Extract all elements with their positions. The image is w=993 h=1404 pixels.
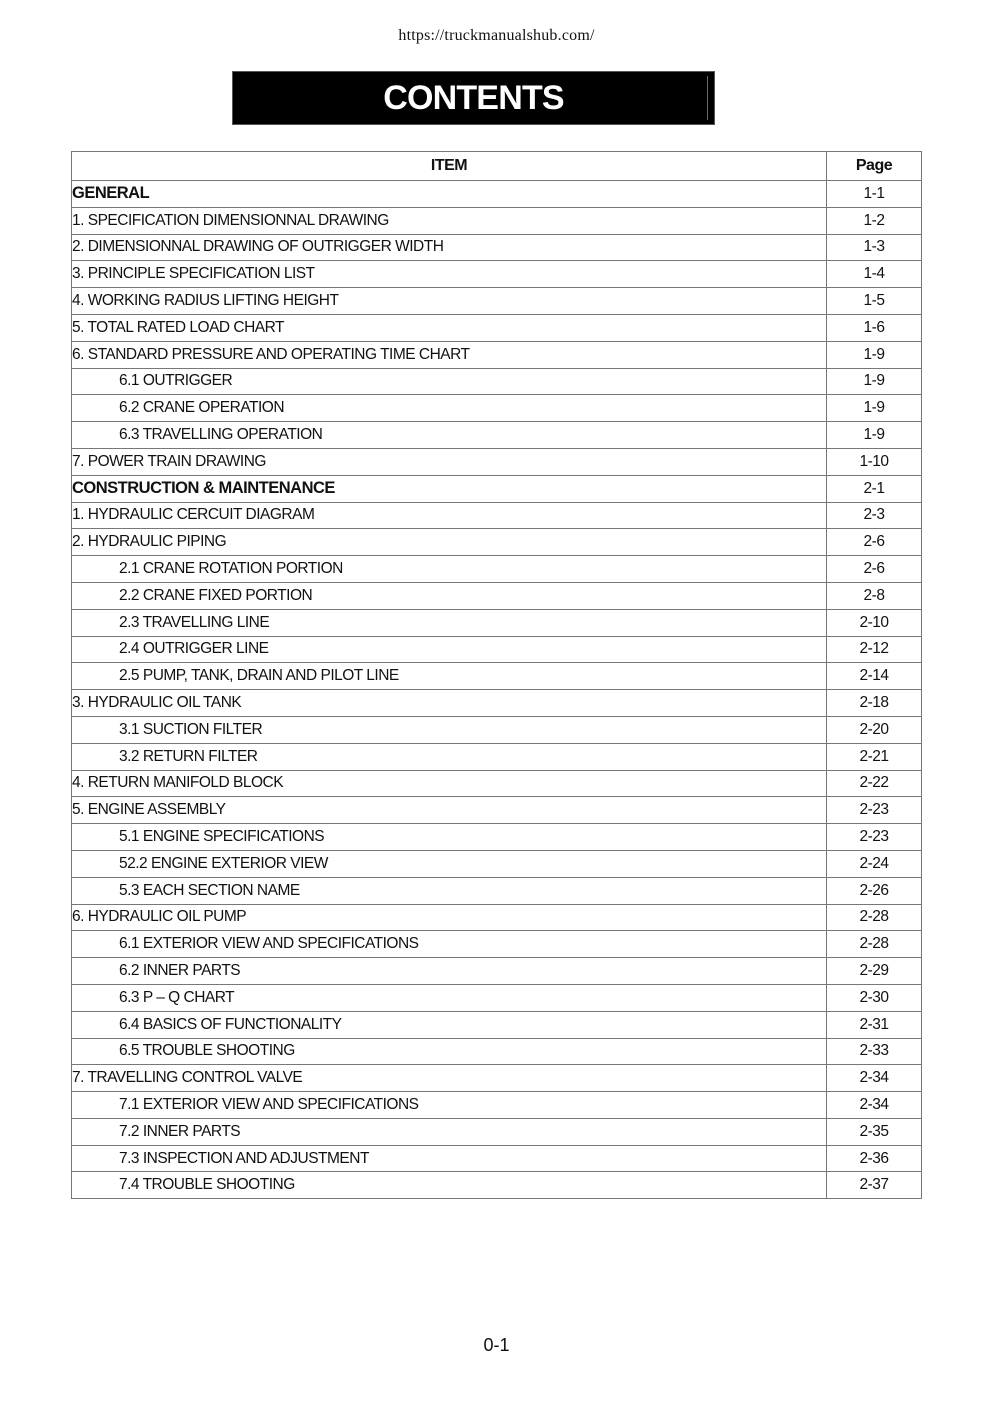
contents-entry-label: 2.3 TRAVELLING LINE	[72, 609, 827, 636]
table-row[interactable]	[72, 475, 922, 502]
contents-entry-label: 1. SPECIFICATION DIMENSIONNAL DRAWING	[72, 207, 827, 234]
contents-entry-page: 1-9	[827, 422, 922, 449]
table-row[interactable]	[72, 181, 922, 208]
contents-entry-label: 3.2 RETURN FILTER	[72, 743, 827, 770]
table-row[interactable]	[72, 770, 922, 797]
contents-entry-page: 1-9	[827, 395, 922, 422]
contents-entry-label: 2.2 CRANE FIXED PORTION	[72, 582, 827, 609]
table-row[interactable]	[72, 931, 922, 958]
table-row[interactable]	[72, 234, 922, 261]
contents-entry-label: 7.4 TROUBLE SHOOTING	[72, 1172, 827, 1199]
table-row[interactable]	[72, 368, 922, 395]
contents-entry-label: 3. PRINCIPLE SPECIFICATION LIST	[72, 261, 827, 288]
contents-entry-page: 2-18	[827, 690, 922, 717]
source-url[interactable]: https://truckmanualshub.com/	[398, 27, 595, 44]
table-row[interactable]	[72, 288, 922, 315]
table-row[interactable]	[72, 502, 922, 529]
contents-entry-label: 2.1 CRANE ROTATION PORTION	[72, 556, 827, 583]
contents-table-body	[72, 181, 922, 1199]
table-row[interactable]	[72, 529, 922, 556]
contents-entry-page: 2-34	[827, 1092, 922, 1119]
contents-entry-label: 6.5 TROUBLE SHOOTING	[72, 1038, 827, 1065]
contents-entry-page: 2-24	[827, 850, 922, 877]
table-row[interactable]	[72, 850, 922, 877]
contents-entry-page: 2-26	[827, 877, 922, 904]
contents-entry-label: 6.1 EXTERIOR VIEW AND SPECIFICATIONS	[72, 931, 827, 958]
contents-entry-page: 2-1	[827, 475, 922, 502]
contents-entry-page: 2-10	[827, 609, 922, 636]
table-row[interactable]	[72, 636, 922, 663]
contents-entry-page: 2-6	[827, 556, 922, 583]
table-row[interactable]	[72, 690, 922, 717]
table-row[interactable]	[72, 1145, 922, 1172]
contents-entry-label: 4. WORKING RADIUS LIFTING HEIGHT	[72, 288, 827, 315]
contents-entry-label: 7.3 INSPECTION AND ADJUSTMENT	[72, 1145, 827, 1172]
contents-entry-page: 2-12	[827, 636, 922, 663]
contents-table	[71, 151, 922, 1199]
page-title: CONTENTS	[383, 78, 564, 117]
table-row[interactable]	[72, 422, 922, 449]
table-row[interactable]	[72, 1172, 922, 1199]
table-row[interactable]	[72, 663, 922, 690]
contents-entry-label: 6.3 TRAVELLING OPERATION	[72, 422, 827, 449]
contents-entry-page: 2-33	[827, 1038, 922, 1065]
section-heading: CONSTRUCTION & MAINTENANCE	[72, 475, 827, 502]
contents-entry-page: 2-23	[827, 824, 922, 851]
contents-entry-label: 6. HYDRAULIC OIL PUMP	[72, 904, 827, 931]
contents-entry-label: 6.2 CRANE OPERATION	[72, 395, 827, 422]
contents-entry-page: 1-4	[827, 261, 922, 288]
contents-entry-label: 2. HYDRAULIC PIPING	[72, 529, 827, 556]
contents-entry-page: 2-23	[827, 797, 922, 824]
contents-entry-page: 1-9	[827, 341, 922, 368]
table-row[interactable]	[72, 1038, 922, 1065]
table-row[interactable]	[72, 716, 922, 743]
contents-entry-page: 1-9	[827, 368, 922, 395]
table-row[interactable]	[72, 904, 922, 931]
table-row[interactable]	[72, 877, 922, 904]
table-row[interactable]	[72, 743, 922, 770]
contents-entry-page: 2-35	[827, 1118, 922, 1145]
contents-entry-page: 2-37	[827, 1172, 922, 1199]
item-column-header: ITEM	[72, 152, 827, 181]
contents-entry-page: 1-3	[827, 234, 922, 261]
contents-entry-label: 52.2 ENGINE EXTERIOR VIEW	[72, 850, 827, 877]
contents-entry-page: 1-5	[827, 288, 922, 315]
table-row[interactable]	[72, 958, 922, 985]
contents-entry-page: 1-2	[827, 207, 922, 234]
table-row[interactable]	[72, 609, 922, 636]
table-row[interactable]	[72, 797, 922, 824]
contents-entry-page: 2-34	[827, 1065, 922, 1092]
contents-entry-page: 2-36	[827, 1145, 922, 1172]
table-row[interactable]	[72, 556, 922, 583]
table-row[interactable]	[72, 1118, 922, 1145]
contents-entry-page: 2-8	[827, 582, 922, 609]
contents-entry-page: 2-28	[827, 904, 922, 931]
contents-entry-page: 2-20	[827, 716, 922, 743]
table-row[interactable]	[72, 395, 922, 422]
contents-entry-page: 2-30	[827, 984, 922, 1011]
contents-entry-label: 7. POWER TRAIN DRAWING	[72, 448, 827, 475]
contents-entry-label: 1. HYDRAULIC CERCUIT DIAGRAM	[72, 502, 827, 529]
contents-entry-label: 2. DIMENSIONNAL DRAWING OF OUTRIGGER WIDTH	[72, 234, 827, 261]
contents-entry-label: 5.3 EACH SECTION NAME	[72, 877, 827, 904]
contents-entry-label: 5. TOTAL RATED LOAD CHART	[72, 314, 827, 341]
contents-entry-page: 1-6	[827, 314, 922, 341]
section-heading: GENERAL	[72, 181, 827, 208]
page-column-header: Page	[827, 152, 922, 181]
contents-entry-page: 2-28	[827, 931, 922, 958]
table-row[interactable]	[72, 824, 922, 851]
contents-entry-label: 3. HYDRAULIC OIL TANK	[72, 690, 827, 717]
contents-entry-label: 6. STANDARD PRESSURE AND OPERATING TIME CHART	[72, 341, 827, 368]
contents-entry-page: 2-6	[827, 529, 922, 556]
table-row[interactable]	[72, 448, 922, 475]
contents-entry-page: 2-3	[827, 502, 922, 529]
table-row[interactable]	[72, 207, 922, 234]
contents-title-banner	[232, 71, 715, 125]
contents-entry-label: 7.2 INNER PARTS	[72, 1118, 827, 1145]
contents-entry-label: 4. RETURN MANIFOLD BLOCK	[72, 770, 827, 797]
contents-entry-label: 6.4 BASICS OF FUNCTIONALITY	[72, 1011, 827, 1038]
contents-entry-page: 2-22	[827, 770, 922, 797]
contents-entry-label: 5.1 ENGINE SPECIFICATIONS	[72, 824, 827, 851]
page-number: 0-1	[483, 1335, 510, 1355]
contents-entry-label: 5. ENGINE ASSEMBLY	[72, 797, 827, 824]
contents-entry-label: 6.2 INNER PARTS	[72, 958, 827, 985]
contents-entry-label: 2.5 PUMP, TANK, DRAIN AND PILOT LINE	[72, 663, 827, 690]
table-row[interactable]	[72, 261, 922, 288]
contents-entry-label: 2.4 OUTRIGGER LINE	[72, 636, 827, 663]
table-row[interactable]	[72, 1092, 922, 1119]
table-row[interactable]	[72, 314, 922, 341]
table-row[interactable]	[72, 984, 922, 1011]
contents-entry-page: 2-21	[827, 743, 922, 770]
contents-entry-label: 3.1 SUCTION FILTER	[72, 716, 827, 743]
table-row[interactable]	[72, 1065, 922, 1092]
contents-entry-page: 2-14	[827, 663, 922, 690]
contents-entry-label: 6.3 P – Q CHART	[72, 984, 827, 1011]
contents-entry-page: 1-10	[827, 448, 922, 475]
contents-entry-page: 2-31	[827, 1011, 922, 1038]
table-header-row	[72, 152, 922, 181]
contents-entry-page: 2-29	[827, 958, 922, 985]
contents-entry-label: 6.1 OUTRIGGER	[72, 368, 827, 395]
table-row[interactable]	[72, 1011, 922, 1038]
contents-entry-label: 7. TRAVELLING CONTROL VALVE	[72, 1065, 827, 1092]
contents-entry-label: 7.1 EXTERIOR VIEW AND SPECIFICATIONS	[72, 1092, 827, 1119]
contents-entry-page: 1-1	[827, 181, 922, 208]
table-row[interactable]	[72, 582, 922, 609]
table-row[interactable]	[72, 341, 922, 368]
